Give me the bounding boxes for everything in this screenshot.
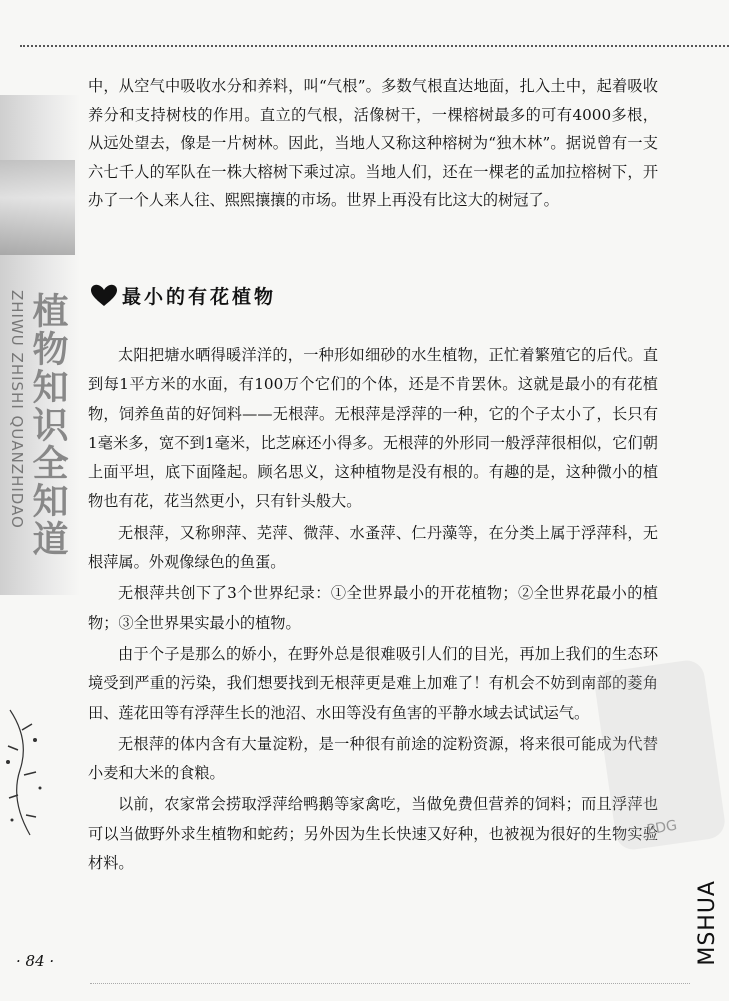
sidebar-photo — [0, 160, 75, 255]
section-paragraph: 太阳把塘水晒得暖洋洋的，一种形如细砂的水生植物，正忙着繁殖它的后代。直到每1平方米的水面，有100万个它们的个体，还是不肯罢休。这就是最小的有花植物，饲养鱼苗的好饲料——无根萍。无根萍是浮萍的一种，它的个子太小了，长只有1毫米多，宽不到1毫米，比芝麻还小得多。无根萍的外形同一般浮萍很相似，它们朝上面平坦，底下面隆起。顾名思义，这种植物是没有根的。有趣的是，这种微小的植物也有花，花当然更小，只有针头般大。 — [88, 346, 658, 511]
intro-paragraph: 中，从空气中吸收水分和养料，叫“气根”。多数气根直达地面，扎入土中，起着吸收养分和支持树枝的作用。直立的气根，活像树干，一棵榕树最多的可有4000多根，从远处望去，像是一片树林。因此，当地人又称这种榕树为“独木林”。据说曾有一支六七千人的军队在一株大榕树下乘过凉。当地人们，还在一棵老的孟加拉榕树下，开办了一个人来人往、熙熙攘攘的市场。世界上再没有比这大的树冠了。 — [88, 77, 658, 210]
sidebar-pinyin: ZHIWU ZHISHI QUANZHIDAO — [8, 290, 26, 529]
heart-icon — [90, 284, 118, 308]
page-number: · 84 · — [16, 952, 55, 970]
intro-block — [88, 72, 658, 215]
bottom-dotted-rule — [90, 983, 690, 984]
section-paragraph: 由于个子是那么的娇小，在野外总是很难吸引人们的目光，再加上我们的生态环境受到严重的污染，我们想要找到无根萍更是难上加难了！有机会不妨到南部的菱角田、莲花田等有浮萍生长的池沼、水田等没有鱼害的平静水域去试试运气。 — [88, 644, 658, 722]
section-paragraph: 以前，农家常会捞取浮萍给鸭鹅等家禽吃，当做免费但营养的饲料；而且浮萍也可以当做野外求生植物和蛇药；另外因为生长快速又好种，也被视为很好的生物实验材料。 — [88, 795, 658, 873]
sidebar-title: 植物知识全知道 — [27, 292, 69, 558]
section-paragraph: 无根萍的体内含有大量淀粉，是一种很有前途的淀粉资源，将来很可能成为代替小麦和大米的食粮。 — [88, 734, 658, 783]
watermark-text: PDG — [645, 817, 679, 839]
side-stamp: MSHUA — [695, 880, 720, 966]
section-body — [88, 341, 658, 878]
section-paragraph: 无根萍，又称卵萍、芜萍、微萍、水蚤萍、仁丹藻等，在分类上属于浮萍科，无根萍属。外观像绿色的鱼蛋。 — [88, 523, 658, 572]
top-dotted-rule — [20, 45, 729, 47]
section-title: 最小的有花植物 — [122, 286, 277, 308]
section-paragraph: 无根萍共创下了3个世界纪录：①全世界最小的开花植物；②全世界花最小的植物；③全世界果实最小的植物。 — [88, 584, 658, 632]
section-heading — [90, 282, 276, 309]
plant-decoration-icon — [0, 700, 70, 840]
